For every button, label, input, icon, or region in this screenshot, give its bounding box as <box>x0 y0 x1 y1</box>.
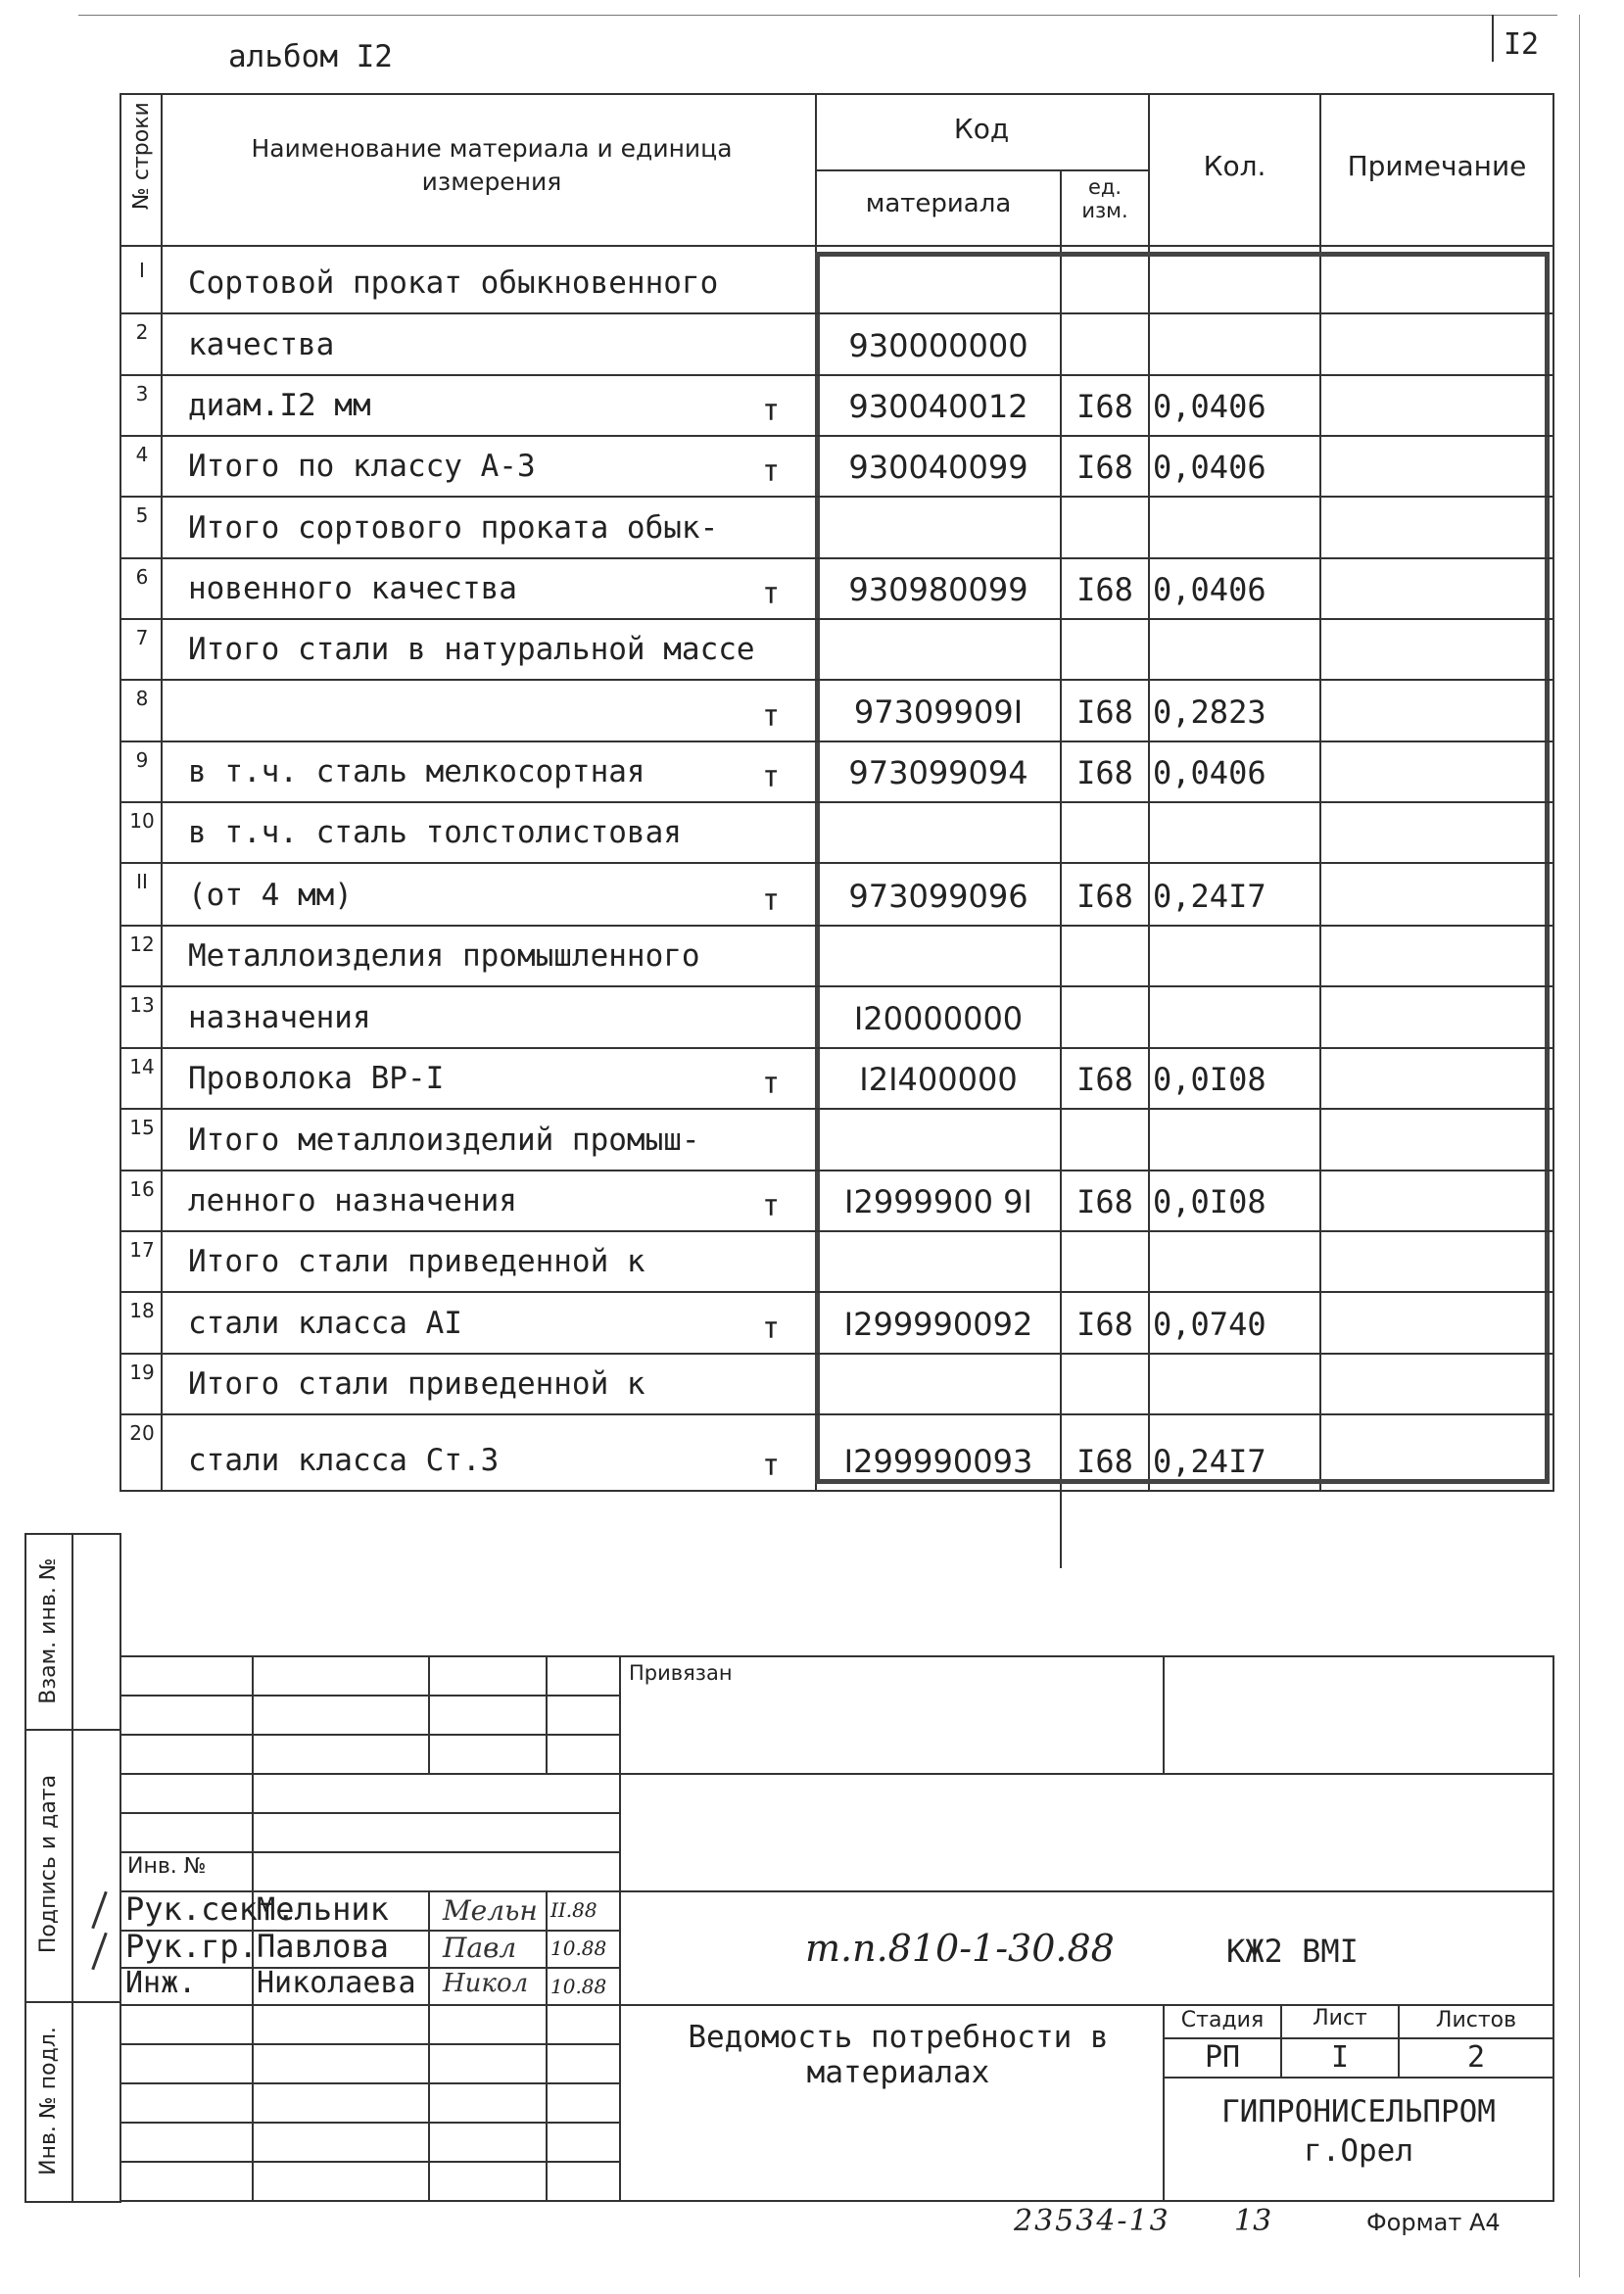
materials-table <box>119 93 1554 1492</box>
quantity-value: 0,0I08 <box>1153 1061 1266 1098</box>
material-name: Итого стали приведенной к <box>188 1366 645 1402</box>
table-row <box>119 1171 1554 1232</box>
album-label: альбом I2 <box>228 39 393 74</box>
right-frame-line <box>1579 15 1580 2277</box>
quantity-value: 0,0406 <box>1153 388 1266 425</box>
margin-signature-date: Подпись и дата <box>36 1774 61 1954</box>
city: г.Орел <box>1304 2133 1413 2169</box>
table-row <box>119 498 1554 559</box>
sheet-value: I <box>1330 2040 1350 2075</box>
unit-symbol: т <box>761 1449 781 1483</box>
sheet-corner-number: I2 <box>1504 27 1540 62</box>
row-number: 4 <box>135 443 149 466</box>
unit-symbol: т <box>761 884 781 918</box>
material-code: I2999900 9I <box>844 1183 1032 1220</box>
row-number: 17 <box>129 1238 155 1262</box>
table-row <box>119 1049 1554 1110</box>
table-row <box>119 253 1554 314</box>
row-number: 7 <box>135 626 149 649</box>
left-margin-strip <box>24 1533 119 2201</box>
stamp-date-1: II.88 <box>550 1898 597 1922</box>
row-number: 10 <box>129 809 155 833</box>
stage-label: Стадия <box>1180 2008 1265 2032</box>
row-number: 14 <box>129 1055 155 1078</box>
table-row <box>119 376 1554 437</box>
header-unit: ед. изм. <box>1081 175 1128 222</box>
table-row <box>119 864 1554 927</box>
unit-code: I68 <box>1076 1061 1133 1098</box>
row-number: 9 <box>135 748 149 772</box>
signature-2: Павл <box>443 1932 517 1964</box>
row-number: 19 <box>129 1361 155 1384</box>
material-code: 973099094 <box>848 754 1028 791</box>
stamp-date-3: 10.88 <box>550 1975 607 1998</box>
unit-symbol: т <box>761 454 781 489</box>
row-number: 12 <box>129 932 155 956</box>
material-name: в т.ч. сталь толстолистовая <box>188 815 682 850</box>
material-name: диам.I2 мм <box>188 388 371 423</box>
project-code: т.п.810-1-30.88 <box>805 1927 1115 1970</box>
quantity-value: 0,2823 <box>1153 693 1266 731</box>
material-name: в т.ч. сталь мелкосортная <box>188 754 645 789</box>
unit-code: I68 <box>1076 1183 1133 1220</box>
stage-value: РП <box>1204 2040 1241 2075</box>
row-number: 18 <box>129 1299 155 1322</box>
document-title: Ведомость потребности в материалах <box>688 2020 1109 2090</box>
stamp-date-2: 10.88 <box>550 1936 607 1960</box>
row-number: 20 <box>129 1421 155 1445</box>
row-number: 5 <box>135 503 149 527</box>
material-code: I299990092 <box>843 1306 1033 1343</box>
header-name: Наименование материала и единица измерения <box>251 134 733 196</box>
unit-code: I68 <box>1076 1443 1133 1480</box>
unit-symbol: т <box>761 1067 781 1101</box>
table-row <box>119 1232 1554 1293</box>
unit-code: I68 <box>1076 754 1133 791</box>
quantity-value: 0,0I08 <box>1153 1183 1266 1220</box>
table-row <box>119 314 1554 376</box>
unit-symbol: т <box>761 577 781 611</box>
unit-symbol: т <box>761 1189 781 1223</box>
row-number: 13 <box>129 993 155 1017</box>
header-note: Примечание <box>1347 150 1527 182</box>
margin-vzam-inv: Взам. инв. № <box>36 1557 61 1704</box>
row-number: II <box>136 870 148 893</box>
table-row <box>119 927 1554 987</box>
material-name: назначения <box>188 1000 371 1035</box>
quantity-value: 0,0406 <box>1153 571 1266 608</box>
unit-symbol: т <box>761 699 781 734</box>
material-name: (от 4 мм) <box>188 878 353 913</box>
table-row <box>119 1355 1554 1415</box>
stamp-name-1: Мельник <box>257 1890 389 1928</box>
material-name: Итого по классу А-3 <box>188 449 536 484</box>
material-name: новенного качества <box>188 571 517 606</box>
material-code: 97309909I <box>853 693 1024 731</box>
quantity-value: 0,24I7 <box>1153 878 1266 915</box>
signature-1: Мельн <box>443 1894 538 1927</box>
row-number: 2 <box>135 320 149 344</box>
quantity-value: 0,0740 <box>1153 1306 1266 1343</box>
table-row <box>119 437 1554 498</box>
stamp-role-1: Рук.сект. <box>125 1890 296 1928</box>
table-row <box>119 1293 1554 1355</box>
top-rule <box>78 15 1557 16</box>
row-number: 6 <box>135 565 149 589</box>
material-name: стали класса Ст.3 <box>188 1443 500 1478</box>
header-row-number: № строки <box>129 102 154 210</box>
row-number: 8 <box>135 687 149 710</box>
sheets-value: 2 <box>1466 2040 1486 2075</box>
unit-code: I68 <box>1076 449 1133 486</box>
unit-code: I68 <box>1076 571 1133 608</box>
signature-3: Никол <box>443 1969 529 1998</box>
table-row <box>119 559 1554 620</box>
table-row <box>119 620 1554 681</box>
unit-code: I68 <box>1076 693 1133 731</box>
stamp-name-3: Николаева <box>257 1966 416 2000</box>
material-name: Металлоизделия промышленного <box>188 938 700 974</box>
material-code: 973099096 <box>848 878 1028 915</box>
table-row <box>119 987 1554 1049</box>
table-row <box>119 1110 1554 1171</box>
material-name: Сортовой прокат обыкновенного <box>188 265 719 301</box>
material-name: Итого стали приведенной к <box>188 1244 645 1279</box>
unit-symbol: т <box>761 1312 781 1346</box>
stamp-name-2: Павлова <box>257 1928 389 1965</box>
organization: ГИПРОНИСЕЛЬПРОМ <box>1221 2094 1496 2129</box>
material-code: I20000000 <box>853 1000 1024 1037</box>
row-number: 16 <box>129 1177 155 1201</box>
quantity-value: 0,0406 <box>1153 754 1266 791</box>
material-code: I2I400000 <box>859 1061 1018 1098</box>
material-code: 930000000 <box>848 327 1028 364</box>
material-name: Проволока ВР-I <box>188 1061 445 1096</box>
unit-symbol: т <box>761 760 781 794</box>
material-code: 930040012 <box>848 388 1028 425</box>
header-material-code: материала <box>865 189 1012 218</box>
header-code: Код <box>953 113 1010 145</box>
stamp-role-2: Рук.гр. <box>125 1928 258 1965</box>
archive-number: 23534-13 <box>1014 2204 1170 2238</box>
row-number: 15 <box>129 1116 155 1139</box>
corner-divider <box>1492 15 1494 62</box>
quantity-value: 0,24I7 <box>1153 1443 1266 1480</box>
material-name: стали класса АI <box>188 1306 462 1341</box>
quantity-value: 0,0406 <box>1153 449 1266 486</box>
unit-code: I68 <box>1076 388 1133 425</box>
material-code: I299990093 <box>843 1443 1033 1480</box>
sheets-label: Листов <box>1435 2008 1517 2032</box>
table-row <box>119 681 1554 742</box>
margin-inv-podl: Инв. № подл. <box>36 2027 61 2175</box>
material-name: Итого сортового проката обык- <box>188 510 719 546</box>
stamp-role-3: Инж. <box>125 1966 197 2000</box>
material-code: 930040099 <box>848 449 1028 486</box>
table-row <box>119 1415 1554 1492</box>
format-label: Формат А4 <box>1366 2209 1501 2236</box>
row-number: 3 <box>135 382 149 406</box>
stamp-inv-no: Инв. № <box>127 1854 207 1879</box>
unit-code: I68 <box>1076 1306 1133 1343</box>
sheet-label: Лист <box>1313 2006 1367 2031</box>
table-row <box>119 803 1554 864</box>
page-number: 13 <box>1234 2204 1272 2238</box>
unit-symbol: т <box>761 394 781 428</box>
material-code: 930980099 <box>848 571 1028 608</box>
row-number: I <box>139 259 145 282</box>
doc-code: КЖ2 ВМI <box>1226 1933 1359 1970</box>
unit-code: I68 <box>1076 878 1133 915</box>
material-name: Итого стали в натуральной массе <box>188 632 755 667</box>
stamp-privyazan: Привязан <box>629 1661 733 1685</box>
material-name: ленного назначения <box>188 1183 517 1219</box>
table-row <box>119 742 1554 803</box>
material-name: Итого металлоизделий промыш- <box>188 1123 700 1158</box>
material-name: качества <box>188 327 335 362</box>
header-quantity: Кол. <box>1203 150 1266 182</box>
title-block <box>119 1655 1554 2202</box>
